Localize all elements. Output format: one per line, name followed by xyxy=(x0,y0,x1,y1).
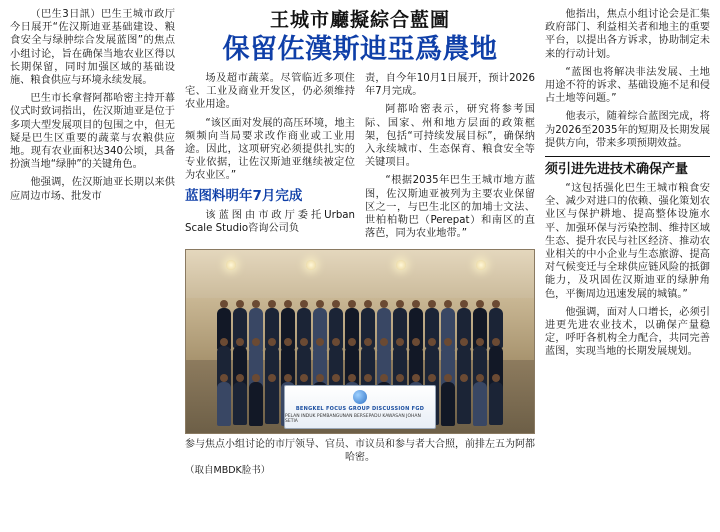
paragraph: “蓝图也将解决非法发展、土地用途不符的诉求、基础设施不足和侵占土地等问题。” xyxy=(545,66,710,105)
globe-icon xyxy=(353,390,367,404)
paragraph: 他强调，佐汉斯迪亚长期以来供应周边市场、批发市 xyxy=(10,177,175,202)
photo-ceiling xyxy=(186,250,534,298)
photo-credit: （取自MBDK脸书） xyxy=(185,465,271,477)
middle-subcolumns xyxy=(185,72,535,245)
paragraph: 他表示，随着综合蓝图完成，将为2026至2035年的短期及长期发展提供方向，带来多项预期效益。 xyxy=(545,111,710,149)
paragraph: “该区面对发展的高压环境，地主频频向当局要求改作商业或工业用途。因此，这项研究必须提供扎实的专业依据，让佐汉斯迪亚继续被定位为农业区。” xyxy=(185,117,355,182)
subheading-technology: 须引进先进技术确保产量 xyxy=(545,156,710,178)
paragraph: 该蓝图由市政厅委托Urban Scale Studio咨询公司负 xyxy=(185,209,355,234)
paragraph: 责，自今年10月1日展开，预计2026年7月完成。 xyxy=(365,73,535,98)
event-banner xyxy=(284,385,436,429)
paragraph: 他强调，面对人口增长，必须引进更先进农业技术，以确保产量稳定，呼吁各机构全力配合，共同完善蓝图，实现当地的长期发展规划。 xyxy=(545,306,710,358)
paragraph: “根据2035年巴生王城市地方蓝图，佐汉斯迪亚被列为主要农业保留区之一，与巴生北区的加埔士文法、世柏柏勒巴（Perepat）和南区的直落芭，同为农业地带。” xyxy=(365,175,535,240)
subheading-blueprint-date: 蓝图料明年7月完成 xyxy=(185,187,303,204)
banner-title: BENGKEL FOCUS GROUP DISCUSSION FGD xyxy=(295,406,425,413)
headline-block xyxy=(185,8,535,66)
middle-column xyxy=(185,8,535,526)
paragraph: 巴生市长拿督阿都哈密主持开幕仪式时致词指出，佐汉斯迪亚是位于多项大型发展项目的包围之中，但无疑是巴生区重要的蔬菜与农粮供应地。现有农业面积达340公顷，具备扮演当地“绿肿”的关键角色。 xyxy=(10,93,175,171)
left-column xyxy=(10,8,175,526)
kicker-headline: 王城市廳擬綜合藍圖 xyxy=(269,9,450,31)
photo-block xyxy=(185,249,535,477)
paragraph: 场及超市蔬菜。尽管临近多项住宅、工业及商业开发区，仍必须维持农业用途。 xyxy=(185,73,355,111)
banner-subtitle: PELAN INDUK PEMBANGUNAN BERSEPADU KAWASAN JOHAN SETIA xyxy=(285,414,421,425)
photo-caption: 参与焦点小组讨论的市厅领导、官员、市议员和参与者大合照，前排左五为阿都哈密。 xyxy=(185,439,535,464)
paragraph: “这包括强化巴生王城市粮食安全、减少对进口的依赖、强化策划农业区与保护耕地、提高整体设施水平、加强环保与污染控制、维持区域生态、提升农民与社区经济、推动农业相关的中小企业与生态旅游、提高对气候变迁与全球供应链风险的抵御能力，及巩固佐汉斯迪亚的绿肿角色，平衡周边迅速发展的城镇。” xyxy=(545,183,710,300)
page-title: 保留佐漢斯迪亞爲農地 xyxy=(222,34,498,65)
paragraph: 他指出，焦点小组讨论会是汇集政府部门、利益相关者和地主的重要平台，以提出各方诉求，协助制定未来的行动计划。 xyxy=(545,9,710,60)
columns-container xyxy=(10,8,710,526)
middle-column-a xyxy=(185,72,355,245)
group-photo xyxy=(185,249,535,434)
paragraph: 阿都哈密表示，研究将参考国际、国家、州和地方层面的政策框架，包括“可持续发展目标”，确保纳入永续城市、生态保育、粮食安全等关键项目。 xyxy=(365,104,535,169)
right-column xyxy=(545,8,710,526)
middle-column-b xyxy=(365,72,535,245)
paragraph: （巴生3日訊）巴生王城市政厅今日展开“佐汉斯迪亚基础建设、粮食安全与绿肿综合发展蓝图”的焦点小组讨论，旨在确保当地农业区得以长期保留，同时加强区域的基础设施、粮食供应与环境永续发展。 xyxy=(10,9,175,87)
